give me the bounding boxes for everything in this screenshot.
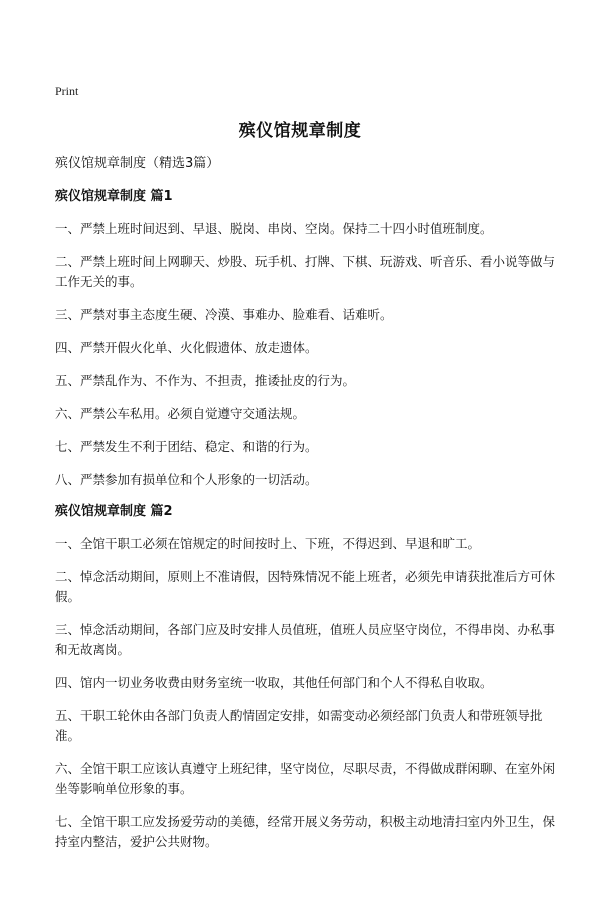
- rule-item: 六、全馆干职工应该认真遵守上班纪律，坚守岗位，尽职尽责，不得做成群闲聊、在室外闲坐等影响单位形象的事。: [55, 761, 556, 796]
- section-2: [55, 503, 555, 852]
- rule-item: 六、严禁公车私用。必须自觉遵守交通法规。: [55, 406, 306, 421]
- rule-item: 三、严禁对事主态度生硬、冷漠、事难办、脸难看、话难听。: [55, 307, 393, 322]
- rule-item: 二、悼念活动期间，原则上不准请假，因特殊情况不能上班者，必须先申请获批准后方可休假。: [55, 569, 556, 604]
- section-1: [55, 188, 555, 490]
- document-subtitle: 殡仪馆规章制度（精选3篇）: [55, 156, 220, 171]
- section-heading: 殡仪馆规章制度 篇2: [55, 504, 173, 519]
- rule-item: 一、全馆干职工必须在馆规定的时间按时上、下班，不得迟到、早退和旷工。: [55, 536, 481, 551]
- section-heading: 殡仪馆规章制度 篇1: [55, 189, 173, 204]
- rule-item: 八、严禁参加有损单位和个人形象的一切活动。: [55, 472, 318, 487]
- rule-item: 七、全馆干职工应发扬爱劳动的美德，经常开展义务劳动，积极主动地清扫室内外卫生，保持室内整洁，爱护公共财物。: [55, 814, 556, 849]
- rule-item: 四、馆内一切业务收费由财务室统一收取，其他任何部门和个人不得私自收取。: [55, 675, 493, 690]
- rule-item: 二、严禁上班时间上网聊天、炒股、玩手机、打牌、下棋、玩游戏、听音乐、看小说等做与工作无关的事。: [55, 254, 556, 289]
- rule-item: 五、严禁乱作为、不作为、不担责，推诿扯皮的行为。: [55, 373, 356, 388]
- rule-item: 七、严禁发生不利于团结、稳定、和谐的行为。: [55, 439, 318, 454]
- rule-item: 一、严禁上班时间迟到、早退、脱岗、串岗、空岗。保持二十四小时值班制度。: [55, 221, 493, 236]
- document-body: [55, 155, 555, 865]
- page-title: 殡仪馆规章制度: [238, 121, 362, 141]
- rule-item: 三、悼念活动期间，各部门应及时安排人员值班，值班人员应坚守岗位，不得串岗、办私事和无故离岗。: [55, 622, 556, 657]
- rule-item: 五、干职工轮休由各部门负责人酌情固定安排，如需变动必须经部门负责人和带班领导批准。: [55, 708, 543, 743]
- print-link[interactable]: Print: [55, 84, 79, 98]
- rule-item: 四、严禁开假火化单、火化假遗体、放走遗体。: [55, 340, 318, 355]
